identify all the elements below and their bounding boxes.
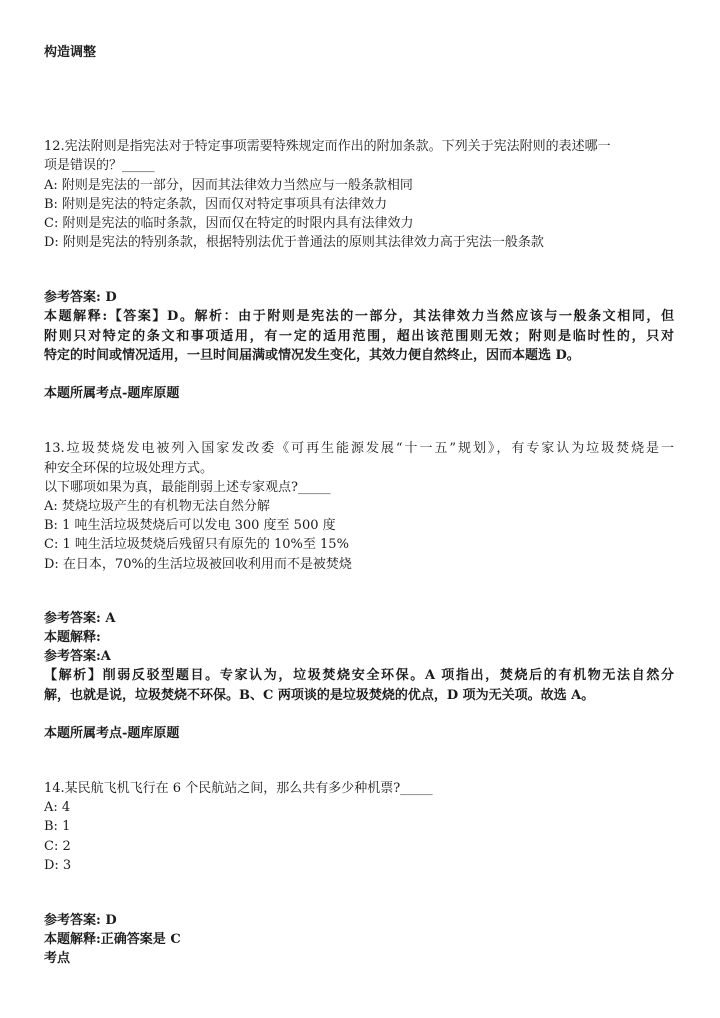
q13-stem-line-2: 种安全环保的垃圾处理方式。 xyxy=(44,461,214,476)
q14-option-c: C: 2 xyxy=(44,839,71,854)
q12-option-c: C: 附则是宪法的临时条款，因而仅在特定的时限内具有法律效力 xyxy=(44,216,414,231)
q12-option-a: A: 附则是宪法的一部分，因而其法律效力当然应与一般条款相同 xyxy=(44,178,413,193)
q12-explanation-line-3: 特定的时间或情况适用，一旦时间届满或情况发生变化，其效力便自然终止，因而本题选 D。 xyxy=(44,348,580,363)
section-title: 构造调整 xyxy=(44,45,97,60)
q12-stem-line-1: 12.宪法附则是指宪法对于特定事项需要特殊规定而作出的附加条款。下列关于宪法附则的表述哪一 xyxy=(44,139,611,154)
q14-option-a: A: 4 xyxy=(44,800,71,815)
q14-stem-line-1: 14.某民航飞机飞行在 6 个民航站之间，那么共有多少种机票?_____ xyxy=(44,781,433,796)
q13-explanation-line-2: 解，也就是说，垃圾焚烧不环保。B、C 两项谈的是垃圾焚烧的优点，D 项为无关项。故选 A。 xyxy=(44,688,595,703)
q13-stem-line-3: 以下哪项如果为真，最能削弱上述专家观点?_____ xyxy=(44,480,331,495)
q13-answer-repeat: 参考答案:A xyxy=(44,649,111,664)
q12-explanation-line-2: 附则只对特定的条文和事项适用，有一定的适用范围，超出该范围则无效；附则是临时性的，只对 xyxy=(44,329,674,344)
q13-stem-line-1: 13.垃圾焚烧发电被列入国家发改委《可再生能源发展“十一五”规划》，有专家认为垃圾焚烧是一 xyxy=(44,441,674,456)
q12-option-d: D: 附则是宪法的特别条款，根据特别法优于普通法的原则其法律效力高于宪法一般条款 xyxy=(44,235,544,250)
q12-option-b: B: 附则是宪法的特定条款，因而仅对特定事项具有法律效力 xyxy=(44,197,388,212)
q13-option-b: B: 1 吨生活垃圾焚烧后可以发电 300 度至 500 度 xyxy=(44,518,336,533)
q12-stem-line-2: 项是错误的？_____ xyxy=(44,158,155,173)
q14-option-b: B: 1 xyxy=(44,819,71,834)
q12-source: 本题所属考点-题库原题 xyxy=(44,386,180,401)
q14-explanation: 本题解释:正确答案是 C xyxy=(44,932,181,947)
q13-option-a: A: 焚烧垃圾产生的有机物无法自然分解 xyxy=(44,499,270,514)
q14-option-d: D: 3 xyxy=(44,858,72,873)
q13-answer: 参考答案: A xyxy=(44,611,116,626)
q13-option-c: C: 1 吨生活垃圾焚烧后残留只有原先的 10%至 15% xyxy=(44,537,349,552)
q13-explanation-line-1: 【解析】削弱反驳型题目。专家认为，垃圾焚烧安全环保。A 项指出，焚烧后的有机物无法自然分 xyxy=(44,668,674,683)
q12-answer: 参考答案: D xyxy=(44,290,117,305)
q13-option-d: D: 在日本，70%的生活垃圾被回收利用而不是被焚烧 xyxy=(44,557,352,572)
q14-answer: 参考答案: D xyxy=(44,913,117,928)
q13-source: 本题所属考点-题库原题 xyxy=(44,726,180,741)
q13-explanation-label: 本题解释: xyxy=(44,630,101,645)
q12-explanation-line-1: 本题解释:【答案】D。解析：由于附则是宪法的一部分，其法律效力当然应该与一般条文相同，但 xyxy=(44,309,674,324)
q14-source: 考点 xyxy=(44,951,71,966)
